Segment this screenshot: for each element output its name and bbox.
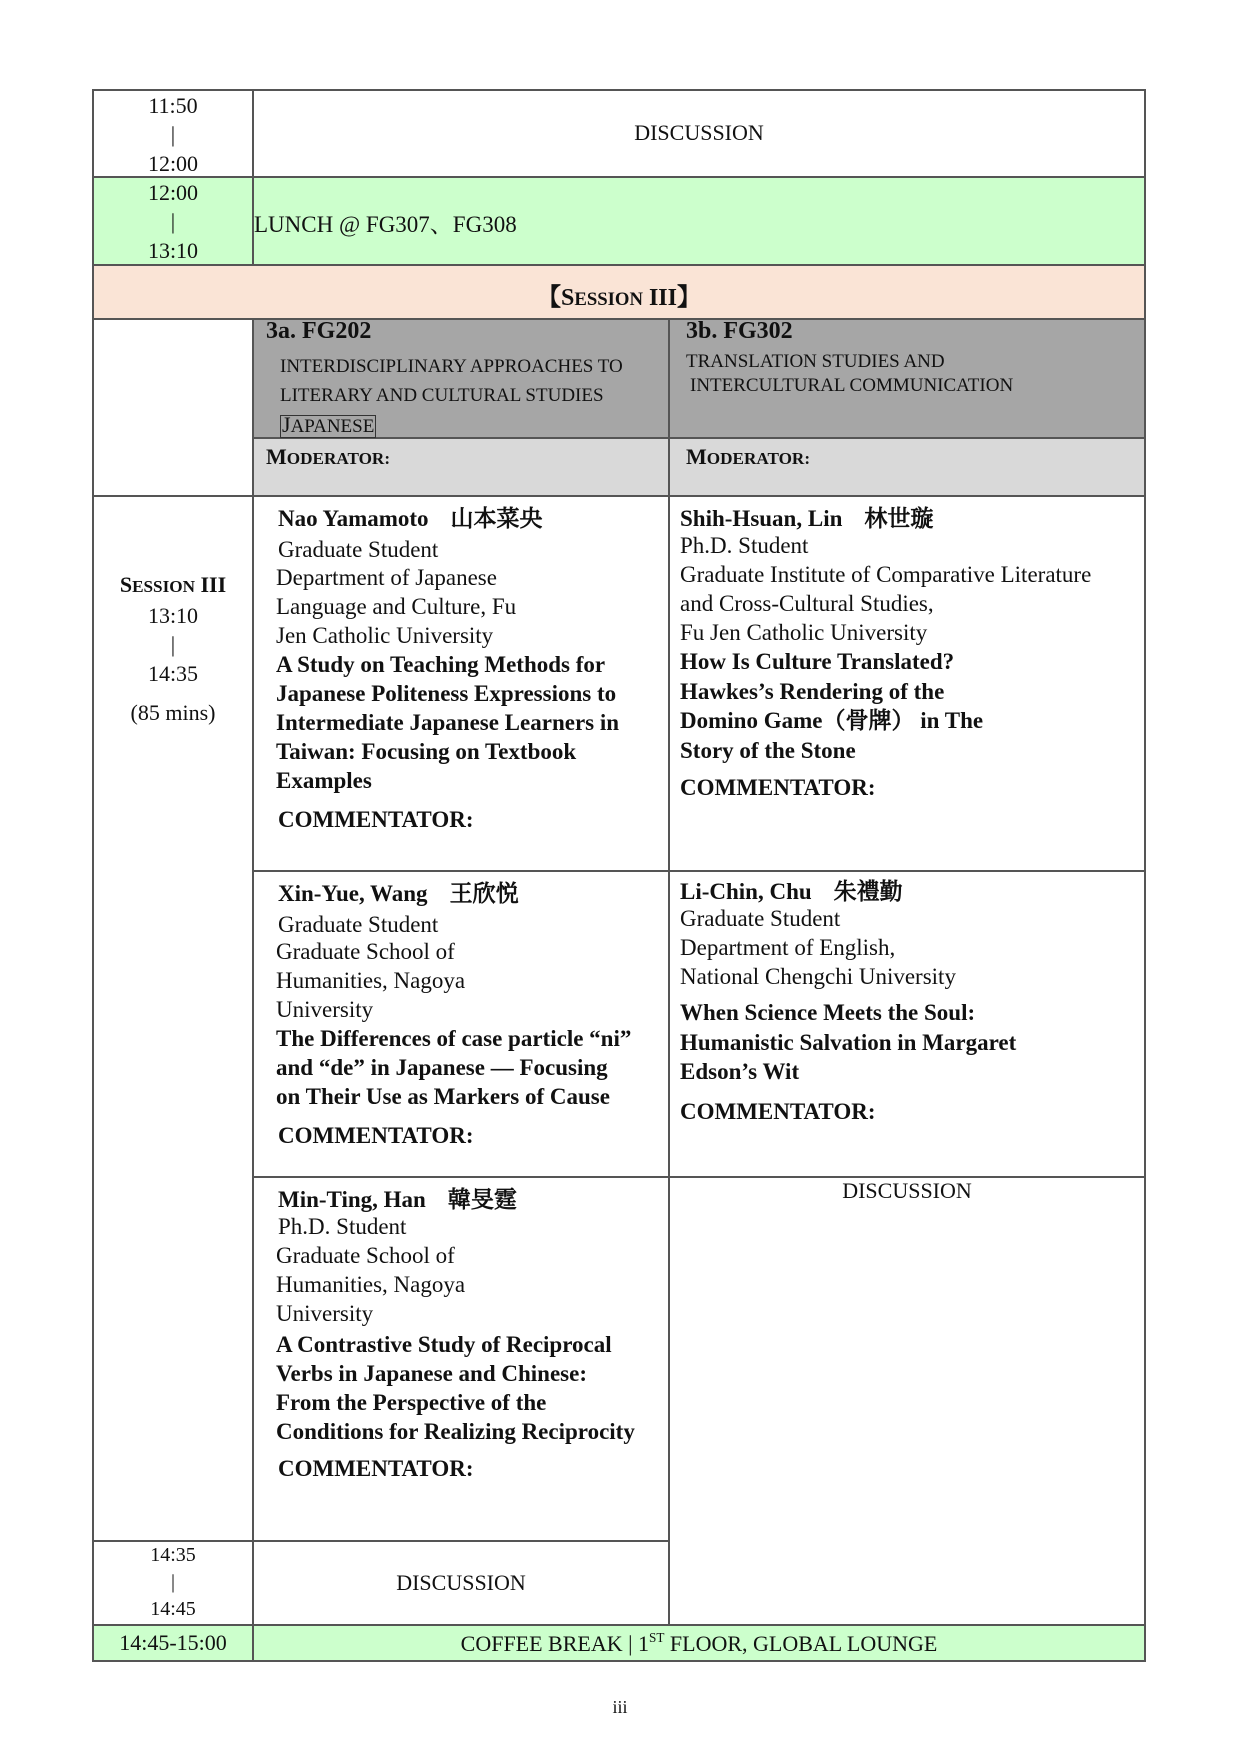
page-number: iii	[612, 1697, 628, 1717]
author-name: Shih-Hsuan, Lin 林世璇	[680, 506, 934, 531]
time-start: 12:00	[147, 180, 199, 205]
table-rule	[253, 870, 1146, 872]
author-affiliation: Department of Japanese Language and Culture, Fu Jen Catholic University	[276, 565, 517, 648]
panel-a-moderator: MODERATOR:	[266, 444, 391, 469]
time-cell	[94, 178, 252, 265]
commentator-label: COMMENTATOR:	[278, 807, 474, 832]
commentator-label: COMMENTATOR:	[278, 1456, 474, 1481]
author-position: Graduate Student	[278, 537, 439, 562]
session-label: SESSION III	[119, 572, 227, 597]
session-end: 14:35	[147, 661, 199, 686]
paper-a3	[278, 1181, 517, 1214]
lunch-label: LUNCH @ FG307、FG308	[254, 212, 517, 237]
author-name: Nao Yamamoto 山本菜央	[278, 506, 543, 531]
session-header: 【SESSION III】	[536, 285, 701, 311]
panel-b-moderator: MODERATOR:	[686, 444, 811, 469]
panel-a-title: INTERDISCIPLINARY APPROACHES TO LITERARY AND CULTURAL STUDIES JAPANESE	[280, 356, 623, 437]
commentator-label: COMMENTATOR:	[680, 775, 876, 800]
author-affiliation: Graduate Student Department of English, National Chengchi University	[680, 906, 956, 989]
paper-b2	[680, 873, 903, 906]
table-rule	[92, 89, 94, 1662]
session-start: 13:10	[147, 603, 199, 628]
table-rule	[92, 1624, 1146, 1626]
paper-title: When Science Meets the Soul: Humanistic Salvation in Margaret Edson’s Wit	[680, 1000, 1017, 1084]
paper-a1	[278, 500, 543, 563]
table-rule	[668, 318, 670, 1626]
commentator-label: COMMENTATOR:	[278, 1123, 474, 1148]
time-start: 11:50	[148, 93, 198, 118]
author-affiliation: Ph.D. Student Graduate School of Humanities, Nagoya University	[276, 1214, 466, 1326]
paper-title: How Is Culture Translated? Hawkes’s Rendering of the Domino Game（骨牌） in The Story of the Stone	[680, 649, 984, 763]
panel-a-code: 3a. FG202	[266, 318, 372, 344]
paper-title: The Differences of case particle “ni” and “de” in Japanese — Focusing on Their Use as Markers of Cause	[276, 1026, 632, 1109]
panel-b-code: 3b. FG302	[686, 318, 793, 344]
table-rule	[92, 1660, 1146, 1662]
time-cell	[94, 91, 252, 178]
time-end: 14:45	[150, 1598, 196, 1620]
time-separator: |	[170, 1571, 175, 1593]
table-rule	[252, 318, 254, 1662]
paper-a2	[278, 875, 519, 938]
author-name: Min-Ting, Han 韓旻霆	[278, 1187, 517, 1212]
time-end: 13:10	[147, 238, 199, 263]
paper-title: A Contrastive Study of Reciprocal Verbs in Japanese and Chinese: From the Perspective of the Conditions for Realizing Reciprocity	[276, 1332, 635, 1444]
time-separator: |	[170, 122, 176, 147]
paper-b1	[680, 500, 933, 533]
author-affiliation: Ph.D. Student Graduate Institute of Comparative Literature and Cross-Cultural Studies, Fu Jen Catholic University	[680, 533, 1092, 645]
session-time-cell	[94, 570, 252, 727]
paper-title: A Study on Teaching Methods for Japanese Politeness Expressions to Intermediate Japanese Learners in Taiwan: Focusing on Textbook Examples	[276, 652, 620, 793]
time-start: 14:35	[150, 1544, 196, 1566]
table-rule	[92, 318, 1146, 320]
discussion-b-label: DISCUSSION	[842, 1178, 972, 1203]
author-name: Xin-Yue, Wang 王欣悦	[278, 881, 519, 906]
language-tag: JAPANESE	[282, 412, 375, 437]
author-affiliation: Graduate School of Humanities, Nagoya University	[276, 939, 466, 1022]
time-separator: |	[170, 209, 176, 234]
coffee-label: COFFEE BREAK | 1ST FLOOR, GLOBAL LOUNGE	[460, 1630, 938, 1657]
table-rule	[1144, 89, 1146, 1662]
time-cell	[94, 1542, 252, 1623]
session-duration: (85 mins)	[130, 700, 216, 725]
author-position: Graduate Student	[278, 912, 439, 937]
coffee-time: 14:45-15:00	[119, 1630, 227, 1655]
discussion-a-label: DISCUSSION	[396, 1570, 526, 1595]
commentator-label: COMMENTATOR:	[680, 1099, 876, 1124]
panel-b-title: TRANSLATION STUDIES AND INTERCULTURAL COMMUNICATION	[686, 351, 1014, 396]
discussion-label: DISCUSSION	[634, 120, 764, 145]
author-name: Li-Chin, Chu 朱禮勤	[680, 879, 903, 904]
time-end: 12:00	[147, 151, 199, 176]
table-rule	[92, 495, 1146, 497]
session-separator: |	[170, 632, 176, 657]
